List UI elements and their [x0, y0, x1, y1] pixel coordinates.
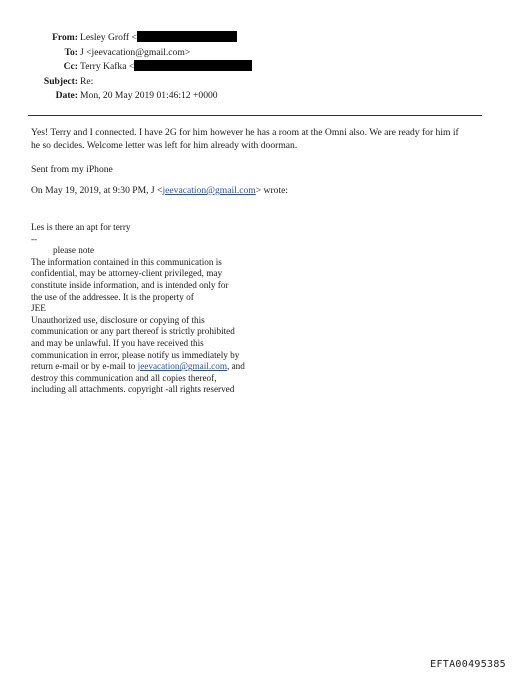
quoted-text: Les is there an apt for terry [31, 222, 131, 232]
bates-number: EFTA00495385 [430, 659, 506, 670]
signature: Sent from my iPhone [31, 164, 113, 175]
disclaimer-line: Unauthorized use, disclosure or copying of this [31, 314, 205, 325]
please-note: please note [53, 245, 95, 256]
cc-name: Terry Kafka < [80, 61, 135, 72]
disclaimer-line: destroy this communication and all copies thereof, [31, 372, 217, 383]
date-value: Mon, 20 May 2019 01:46:12 +0000 [80, 90, 218, 101]
disclaimer-line: and may be unlawful. If you have received this [31, 337, 204, 348]
redaction-bar [134, 60, 252, 71]
reply-body [31, 127, 491, 152]
header-divider [28, 115, 482, 116]
date-label: Date: [55, 90, 78, 101]
from-row [0, 31, 512, 46]
disclaimer-line: communication or any part thereof is strictly prohibited [31, 326, 235, 337]
date-row [0, 89, 512, 104]
disclaimer-line: confidential, may be attorney-client privileged, may [31, 268, 223, 279]
to-row [0, 46, 512, 61]
subject-row [0, 75, 512, 90]
disclaimer-line: constitute inside information, and is intended only for [31, 279, 229, 290]
from-value [80, 31, 237, 46]
attribution-suffix: > wrote: [255, 185, 289, 196]
to-value: J <jeevacation@gmail.com> [80, 46, 191, 58]
disclaimer-line: including all attachments. copyright -all rights reserved [31, 384, 235, 395]
subject-value: Re: [80, 75, 94, 87]
quote-attribution [31, 185, 491, 198]
notify-suffix: , and [226, 361, 245, 372]
cc-row [0, 60, 512, 75]
from-name: Lesley Groff < [80, 32, 137, 43]
reply-line: Yes! Terry and I connected. I have 2G for him however he has a room at the Omni also. We are ready for him if [31, 127, 459, 138]
disclaimer-line: JEE [31, 303, 46, 314]
redaction-bar [137, 31, 237, 42]
email-link[interactable]: jeevacation@gmail.com [137, 361, 227, 372]
disclaimer-line: The information contained in this communication is [31, 256, 222, 267]
cc-value [80, 60, 252, 75]
reply-line: he so decides. Welcome letter was left for him already with doorman. [31, 139, 298, 151]
signature-separator: -- [31, 233, 38, 244]
quoted-message [31, 222, 291, 396]
from-label: From: [52, 32, 78, 43]
to-label: To: [64, 46, 78, 58]
disclaimer-line: communication in error, please notify us immediately by [31, 349, 240, 360]
subject-label: Subject: [43, 75, 78, 87]
disclaimer-line: the use of the addressee. It is the property of [31, 291, 194, 302]
notify-prefix: return e-mail or by e-mail to [31, 361, 138, 372]
disclaimer-line [31, 361, 291, 373]
email-header [0, 31, 512, 104]
email-link[interactable]: jeevacation@gmail.com [162, 185, 256, 196]
attribution-prefix: On May 19, 2019, at 9:30 PM, J < [31, 185, 163, 196]
cc-label: Cc: [63, 61, 78, 72]
